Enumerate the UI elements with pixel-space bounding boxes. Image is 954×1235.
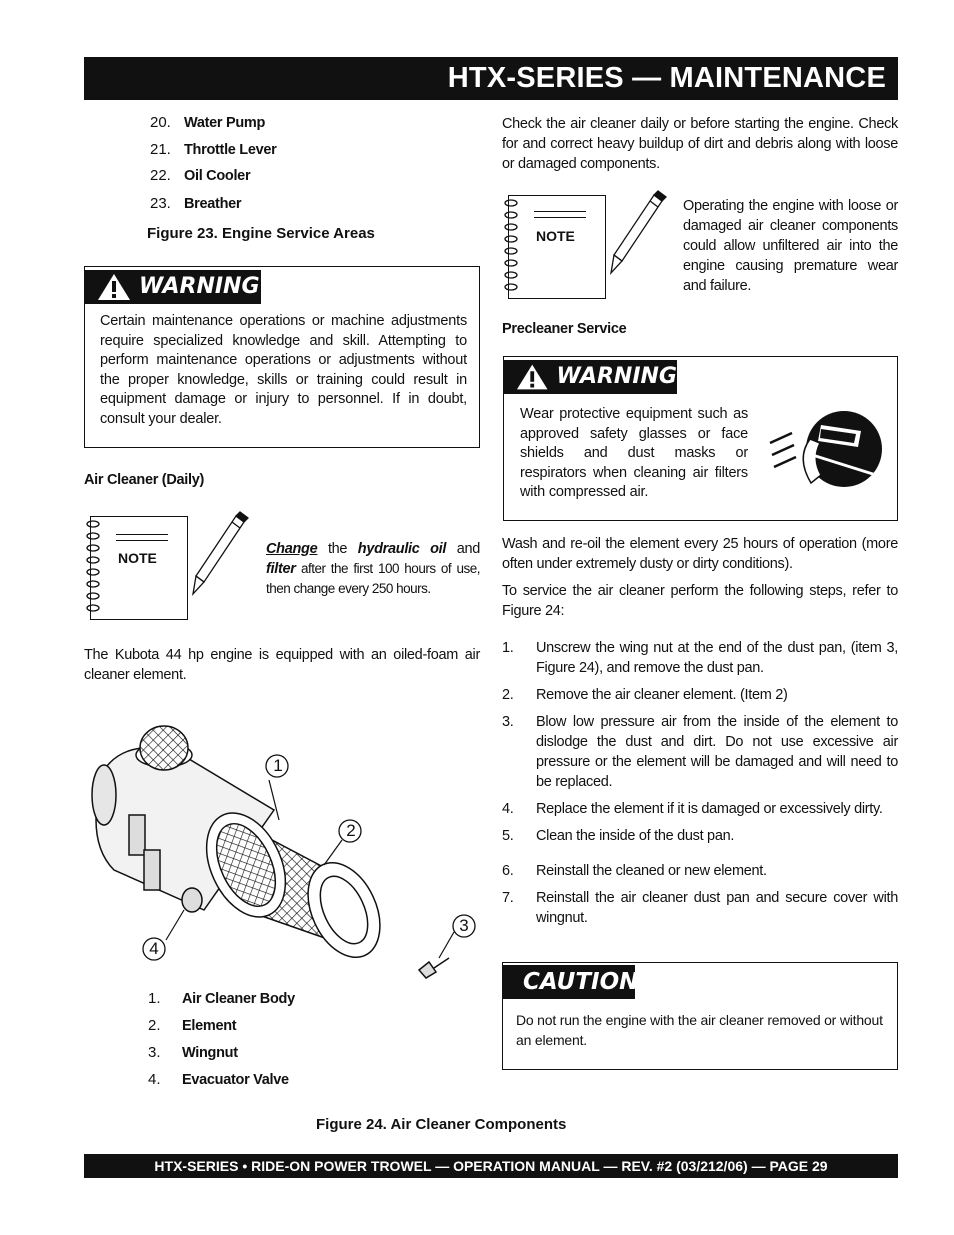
note-label: NOTE [536, 228, 575, 244]
list-item: 20. Water Pump [150, 114, 266, 131]
component-list [148, 990, 448, 1098]
callout-4: 4 [149, 939, 159, 958]
warning-tag: WARNING [85, 270, 261, 304]
pencil-icon [188, 510, 250, 600]
figure-24-caption: Figure 24. Air Cleaner Components [316, 1116, 567, 1133]
list-item: 1. Unscrew the wing nut at the end of the dust pan, (item 3, Figure 24), and remove the dust pan. [502, 640, 898, 676]
page-footer [84, 1154, 898, 1178]
note-text: Operating the engine with loose or damaged air cleaner components could allow unfiltered air into the engine causing premature wear and failure. [683, 198, 898, 294]
list-item: 4. Evacuator Valve [148, 1071, 289, 1088]
list-item: 5. Clean the inside of the dust pan. [502, 828, 735, 844]
page-header [84, 57, 898, 100]
pencil-icon [606, 189, 668, 279]
kubota-text: The Kubota 44 hp engine is equipped with an oiled-foam air cleaner element. [84, 647, 480, 683]
caution-text: Do not run the engine with the air cleaner removed or without an element. [516, 1012, 883, 1048]
air-cleaner-heading: Air Cleaner (Daily) [84, 472, 205, 488]
warning-triangle-icon [516, 363, 548, 391]
footer-text: HTX-SERIES • RIDE-ON POWER TROWEL — OPERATION MANUAL — REV. #2 (03/212/06) — PAGE 29 [154, 1158, 828, 1174]
list-item: 3. Blow low pressure air from the inside of the element to dislodge the dust and dirt. Do not use excessive air pressure or the element will be damaged and will need to be replaced. [502, 714, 898, 790]
note-notebook-icon [502, 195, 614, 300]
warning-tag: WARNING [504, 360, 677, 394]
page-title: HTX-SERIES — MAINTENANCE [447, 62, 886, 94]
list-item: 22. Oil Cooler [150, 167, 251, 184]
figure-23-caption: Figure 23. Engine Service Areas [147, 225, 375, 242]
caution-tag: CAUTION [503, 965, 635, 999]
list-item: 3. Wingnut [148, 1044, 238, 1061]
list-item: 4. Replace the element if it is damaged or excessively dirty. [502, 801, 883, 817]
list-item: 2. Remove the air cleaner element. (Item 2) [502, 687, 788, 703]
check-text: Check the air cleaner daily or before starting the engine. Check for and correct heavy buildup of dirt and debris along with loose or damaged components. [502, 116, 898, 172]
list-item: 23. Breather [150, 195, 242, 212]
callout-3: 3 [459, 916, 469, 935]
warning-box [503, 356, 898, 521]
face-shield-icon [766, 403, 886, 493]
note-text: Change the hydraulic oil and filter after the first 100 hours of use, then change every 250 hours. [266, 541, 481, 596]
warning-text: Wear protective equipment such as approved safety glasses or face shields and dust masks or respirators when cleaning air filters with compressed air. [520, 406, 748, 500]
service-intro: To service the air cleaner perform the following steps, refer to Figure 24: [502, 583, 898, 619]
precleaner-heading: Precleaner Service [502, 321, 627, 337]
wash-text: Wash and re-oil the element every 25 hours of operation (more often under extremely dusty or dirty conditions). [502, 536, 898, 572]
callout-2: 2 [346, 821, 356, 840]
note-label: NOTE [118, 550, 157, 566]
list-item: 6. Reinstall the cleaned or new element. [502, 863, 767, 879]
list-item: 7. Reinstall the air cleaner dust pan and secure cover with wingnut. [502, 890, 898, 926]
caution-box [502, 962, 898, 1070]
callout-1: 1 [273, 756, 283, 775]
warning-box [84, 266, 480, 448]
list-item: 21. Throttle Lever [150, 141, 277, 158]
engine-service-list [150, 114, 470, 221]
list-item: 2. Element [148, 1017, 237, 1034]
note-notebook-icon [84, 516, 196, 621]
service-steps [502, 638, 898, 928]
warning-text: Certain maintenance operations or machine adjustments require specialized knowledge and skill. Attempting to perform maintenance operations or adjustments without the proper knowledge, skills or training could result in equipment damage or injury to personnel. If in doubt, consult your dealer. [100, 313, 467, 427]
list-item: 1. Air Cleaner Body [148, 990, 295, 1007]
warning-triangle-icon [97, 273, 131, 301]
